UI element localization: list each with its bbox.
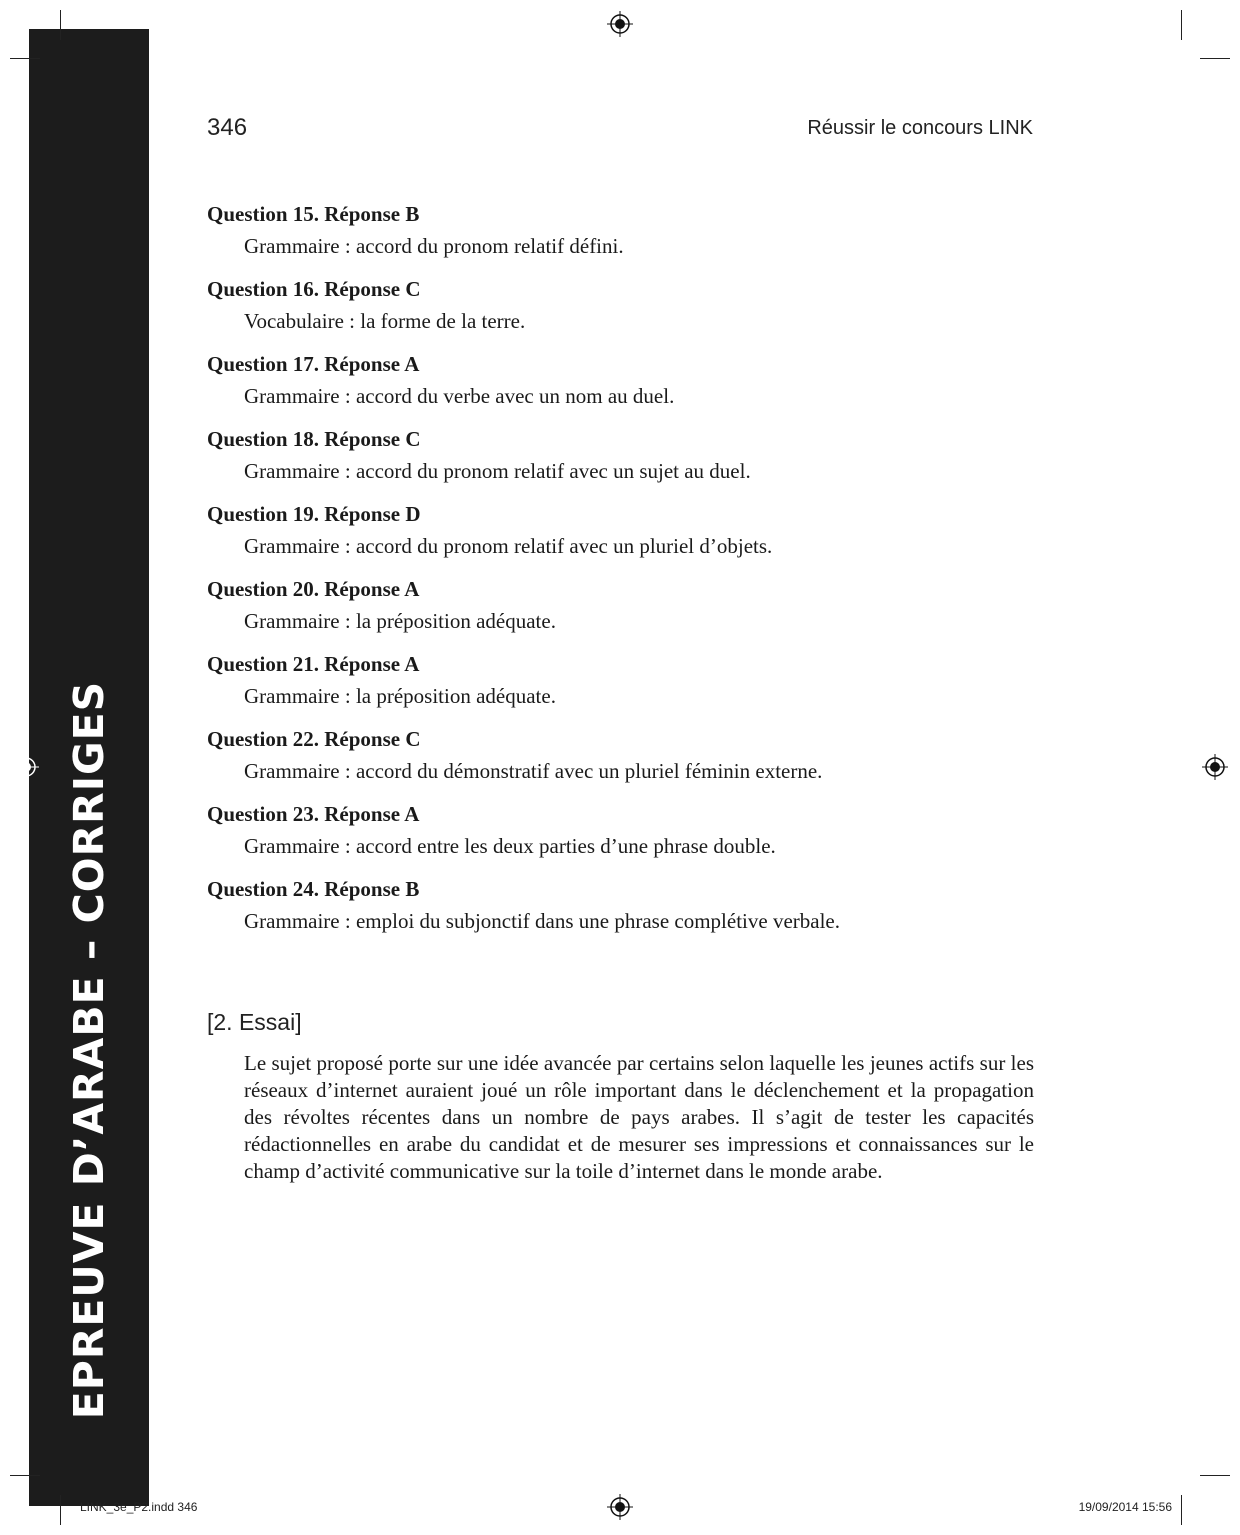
- section-title: [2. Essai]: [207, 1009, 302, 1035]
- answer-item: [207, 725, 1037, 800]
- registration-mark-icon: [607, 11, 633, 37]
- question-heading: Question 18. Réponse C: [207, 427, 421, 451]
- page-number: 346: [207, 114, 248, 141]
- question-heading: Question 16. Réponse C: [207, 277, 421, 301]
- footer-file-name: LINK_3e_P2.indd 346: [80, 1500, 198, 1514]
- question-heading: Question 21. Réponse A: [207, 652, 420, 676]
- answer-item: [207, 350, 1037, 425]
- essay-paragraph: Le sujet proposé porte sur une idée avancée par certains selon laquelle les jeunes actifs sur les réseaux d’internet auraient joué un rôle important dans le déclenchement et la propagation des révoltes récentes dans un nombre de pays arabes. Il s’agit de tester les capacités rédactionnelles en arabe du candidat et de mesurer ses impressions et connaissances sur le champ d’activité communicative sur la toile d’internet dans le monde arabe.: [244, 1051, 1034, 1183]
- question-heading: Question 22. Réponse C: [207, 727, 421, 751]
- answer-explanation: Grammaire : accord du verbe avec un nom au duel.: [244, 384, 675, 408]
- running-header-title: Réussir le concours LINK: [807, 117, 1033, 139]
- question-heading: Question 20. Réponse A: [207, 577, 420, 601]
- answer-item: [207, 800, 1037, 875]
- answer-item: [207, 200, 1037, 275]
- question-heading: Question 24. Réponse B: [207, 877, 420, 901]
- side-banner-title: EPREUVE D’ARABE – CORRIGES: [65, 680, 113, 1420]
- question-heading: Question 15. Réponse B: [207, 202, 420, 226]
- answer-item: [207, 500, 1037, 575]
- answer-explanation: Grammaire : emploi du subjonctif dans une phrase complétive verbale.: [244, 909, 840, 933]
- answer-explanation: Grammaire : accord du pronom relatif avec un pluriel d’objets.: [244, 534, 773, 558]
- answer-item: [207, 425, 1037, 500]
- answer-item: [207, 275, 1037, 350]
- question-heading: Question 17. Réponse A: [207, 352, 420, 376]
- answers-list: [207, 200, 1037, 950]
- question-heading: Question 19. Réponse D: [207, 502, 421, 526]
- answer-explanation: Grammaire : accord du démonstratif avec un pluriel féminin externe.: [244, 759, 823, 783]
- footer-date: 19/09/2014 15:56: [1078, 1500, 1172, 1514]
- answer-item: [207, 575, 1037, 650]
- answer-explanation: Grammaire : accord du pronom relatif défini.: [244, 234, 624, 258]
- answer-explanation: Grammaire : la préposition adéquate.: [244, 684, 556, 708]
- answer-explanation: Vocabulaire : la forme de la terre.: [244, 309, 526, 333]
- registration-mark-icon: [607, 1494, 633, 1520]
- question-heading: Question 23. Réponse A: [207, 802, 420, 826]
- answer-explanation: Grammaire : accord entre les deux parties d’une phrase double.: [244, 834, 776, 858]
- answer-item: [207, 875, 1037, 950]
- answer-item: [207, 650, 1037, 725]
- answer-explanation: Grammaire : accord du pronom relatif avec un sujet au duel.: [244, 459, 751, 483]
- registration-mark-icon: [13, 754, 39, 780]
- answer-explanation: Grammaire : la préposition adéquate.: [244, 609, 556, 633]
- registration-mark-icon: [1202, 754, 1228, 780]
